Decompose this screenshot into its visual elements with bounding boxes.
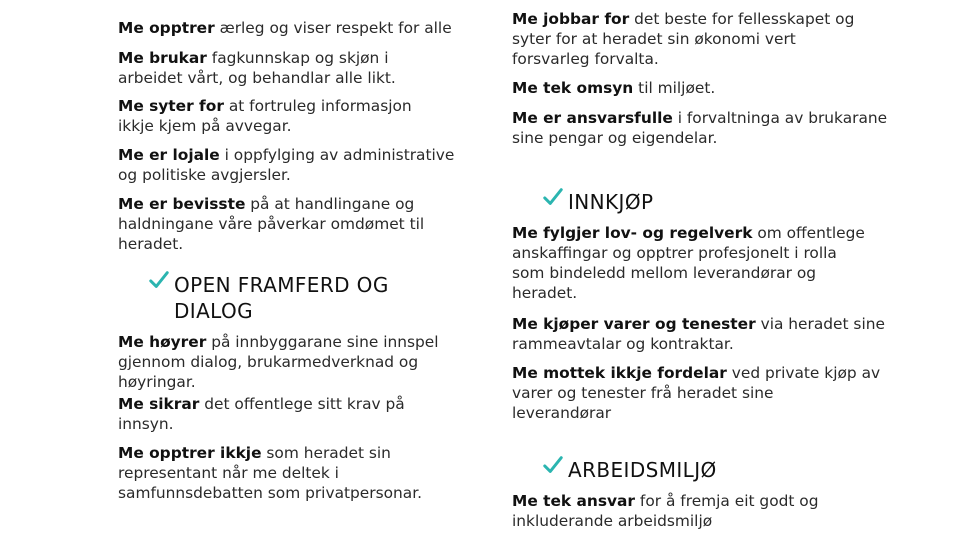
paragraph-jobbar	[512, 9, 854, 69]
body-text: i forvaltninga av brukarane	[672, 109, 888, 127]
lead-text: Me er ansvarsfulle	[512, 109, 673, 127]
body-text: som bindeledd mellom leverandørar og	[512, 264, 817, 282]
body-text: ved private kjøp av	[726, 364, 881, 382]
heading-line: ARBEIDSMILJØ	[568, 458, 717, 482]
lead-text: Me mottek ikkje fordelar	[512, 364, 727, 382]
body-text: høyringar.	[118, 373, 196, 391]
body-text: det beste for fellesskapet og	[629, 10, 855, 28]
body-text: anskaffingar og opptrer profesjonelt i rolla	[512, 244, 837, 262]
body-text: på at handlingane og	[245, 195, 415, 213]
body-text: inkluderande arbeidsmiljø	[512, 512, 713, 530]
lead-text: Me syter for	[118, 97, 224, 115]
lead-text: Me opptrer	[118, 19, 215, 37]
paragraph-sikrar	[118, 394, 405, 434]
lead-text: Me opptrer ikkje	[118, 444, 262, 462]
body-text: ikkje kjem på avvegar.	[118, 117, 292, 135]
lead-text: Me tek ansvar	[512, 492, 636, 510]
body-text: på innbyggarane sine innspel	[206, 333, 439, 351]
heading-arbeidsmiljo	[542, 457, 717, 483]
paragraph-omsyn	[512, 78, 715, 98]
lead-text: Me høyrer	[118, 333, 207, 351]
paragraph-ansvarsfulle	[512, 108, 887, 148]
paragraph-bevisste	[118, 194, 424, 254]
body-text: haldningane våre påverkar omdømet til	[118, 215, 425, 233]
paragraph-lojale	[118, 145, 454, 185]
body-text: syter for at heradet sin økonomi vert	[512, 30, 796, 48]
check-icon	[542, 454, 564, 476]
lead-text: Me er lojale	[118, 146, 220, 164]
body-text: varer og tenester frå heradet sine	[512, 384, 774, 402]
paragraph-kjoper	[512, 314, 885, 354]
lead-text: Me sikrar	[118, 395, 200, 413]
check-icon	[148, 269, 170, 291]
body-text: representant når me deltek i	[118, 464, 339, 482]
paragraph-fylgjer	[512, 223, 865, 303]
paragraph-brukar	[118, 48, 396, 88]
body-text: heradet.	[512, 284, 578, 302]
heading-innkjop	[542, 189, 653, 215]
body-text: til miljøet.	[633, 79, 716, 97]
body-text: gjennom dialog, brukarmedverknad og	[118, 353, 419, 371]
lead-text: Me tek omsyn	[512, 79, 634, 97]
paragraph-mottek	[512, 363, 880, 423]
body-text: samfunnsdebatten som privatpersonar.	[118, 484, 423, 502]
paragraph-syter	[118, 96, 412, 136]
body-text: fagkunnskap og skjøn i	[206, 49, 389, 67]
check-icon	[542, 186, 564, 208]
body-text: forsvarleg forvalta.	[512, 50, 659, 68]
lead-text: Me er bevisste	[118, 195, 246, 213]
heading-open-framferd	[148, 272, 389, 324]
body-text: og politiske avgjersler.	[118, 166, 291, 184]
heading-line: DIALOG	[174, 299, 254, 323]
heading-line: OPEN FRAMFERD OG	[174, 273, 389, 297]
body-text: for å fremja eit godt og	[635, 492, 819, 510]
body-text: leverandørar	[512, 404, 612, 422]
body-text: at fortruleg informasjon	[223, 97, 412, 115]
body-text: om offentlege	[752, 224, 865, 242]
body-text: det offentlege sitt krav på	[199, 395, 405, 413]
body-text: i oppfylging av administrative	[219, 146, 455, 164]
body-text: ærleg og viser respekt for alle	[214, 19, 452, 37]
body-text: innsyn.	[118, 415, 174, 433]
body-text: via heradet sine	[755, 315, 885, 333]
paragraph-hoyrer	[118, 332, 439, 392]
paragraph-opptrer-ikkje	[118, 443, 422, 503]
body-text: heradet.	[118, 235, 184, 253]
heading-line: INNKJØP	[568, 190, 654, 214]
paragraph-opptrer	[118, 18, 452, 38]
paragraph-ansvar	[512, 491, 819, 531]
body-text: arbeidet vårt, og behandlar alle likt.	[118, 69, 396, 87]
body-text: rammeavtalar og kontraktar.	[512, 335, 734, 353]
body-text: som heradet sin	[261, 444, 391, 462]
lead-text: Me brukar	[118, 49, 207, 67]
lead-text: Me kjøper varer og tenester	[512, 315, 756, 333]
lead-text: Me fylgjer lov- og regelverk	[512, 224, 753, 242]
body-text: sine pengar og eigendelar.	[512, 129, 718, 147]
lead-text: Me jobbar for	[512, 10, 630, 28]
